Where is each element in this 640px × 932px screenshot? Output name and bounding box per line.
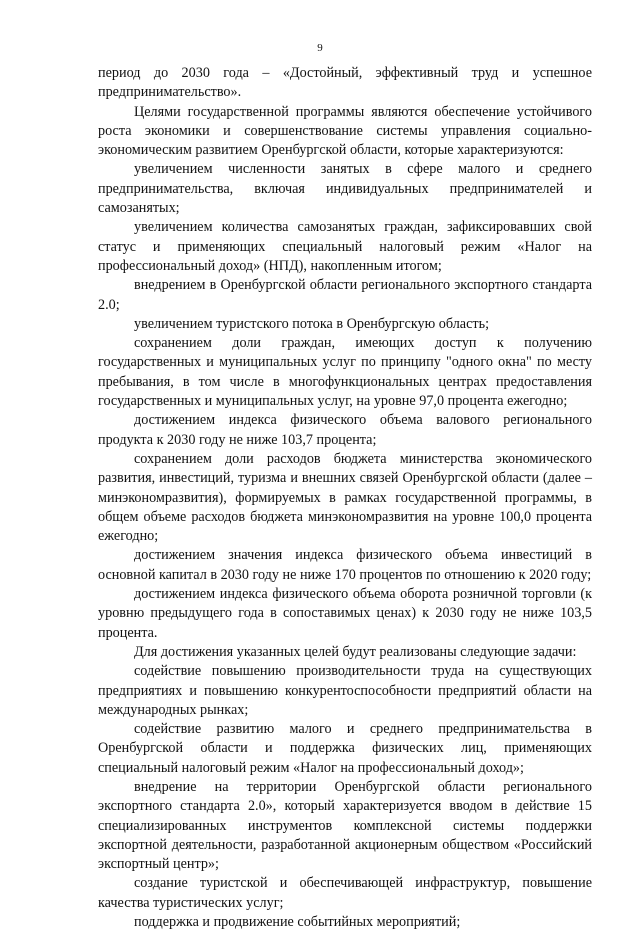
paragraph-task-item: содействие развитию малого и среднего предпринимательства в Оренбургской области и поддержка физических лиц, применяющих специальный налоговый режим «Налог на профессиональный доход»; <box>98 721 592 776</box>
paragraph-goals-intro: Целями государственной программы являются обеспечение устойчивого роста экономики и совершенствование системы управления социально-экономическим развитием Оренбургской области, которые характеризуются: <box>98 103 592 159</box>
paragraph-continuation: период до 2030 года – «Достойный, эффективный труд и успешное предпринимательство». <box>98 65 592 101</box>
paragraph-goal-item: достижением индекса физического объема оборота розничной торговли (к уровню предыдущего года в сопоставимых ценах) к 2030 году не ниже 103,5 процента. <box>98 586 592 641</box>
document-body <box>98 64 592 932</box>
paragraph-goal-item: достижением значения индекса физического объема инвестиций в основной капитал в 2030 году не ниже 170 процентов по отношению к 2020 году; <box>98 547 592 583</box>
page-number: 9 <box>317 42 323 54</box>
paragraph-goal-item: сохранением доли граждан, имеющих доступ к получению государственных и муниципальных услуг по принципу "одного окна" по месту пребывания, в том числе в многофункциональных центрах предоставления государственных и муниципальных услуг, на уровне 97,0 процента ежегодно; <box>98 335 592 410</box>
paragraph-task-item: внедрение на территории Оренбургской области регионального экспортного стандарта 2.0», который характеризуется вводом в действие 15 специализированных инструментов комплексной системы поддержки экспортной деятельности, разработанной акционерным обществом «Российский экспортный центр»; <box>98 778 592 873</box>
paragraph-goal-item: увеличением туристского потока в Оренбургскую область; <box>134 315 490 332</box>
paragraph-goal-item: сохранением доли расходов бюджета министерства экономического развития, инвестиций, туризма и внешних связей Оренбургской области (далее – минэкономразвития), формируемых в рамках государственной программы, в общем объеме расходов бюджета минэкономразвития на уровне 100,0 процента ежегодно; <box>98 450 592 545</box>
paragraph-task-item: создание туристской и обеспечивающей инфраструктур, повышение качества туристических услуг; <box>98 875 592 911</box>
paragraph-task-item: содействие повышению производительности труда на существующих предприятиях и повышению конкурентоспособности предприятий области на международных рынках; <box>98 663 592 718</box>
paragraph-goal-item: увеличением численности занятых в сфере малого и среднего предпринимательства, включая индивидуальных предпринимателей и самозанятых; <box>98 161 592 217</box>
paragraph-goal-item: увеличением количества самозанятых граждан, зафиксировавших свой статус и применяющих специальный налоговый режим «Налог на профессиональный доход» (НПД), накопленным итогом; <box>98 219 592 274</box>
paragraph-task-item: поддержка и продвижение событийных мероприятий; <box>134 914 461 931</box>
paragraph-tasks-intro: Для достижения указанных целей будут реализованы следующие задачи: <box>134 643 577 660</box>
paragraph-goal-item: внедрением в Оренбургской области регионального экспортного стандарта 2.0; <box>98 277 592 313</box>
paragraph-goal-item: достижением индекса физического объема валового регионального продукта к 2030 году не ниже 103,7 процента; <box>98 412 592 448</box>
